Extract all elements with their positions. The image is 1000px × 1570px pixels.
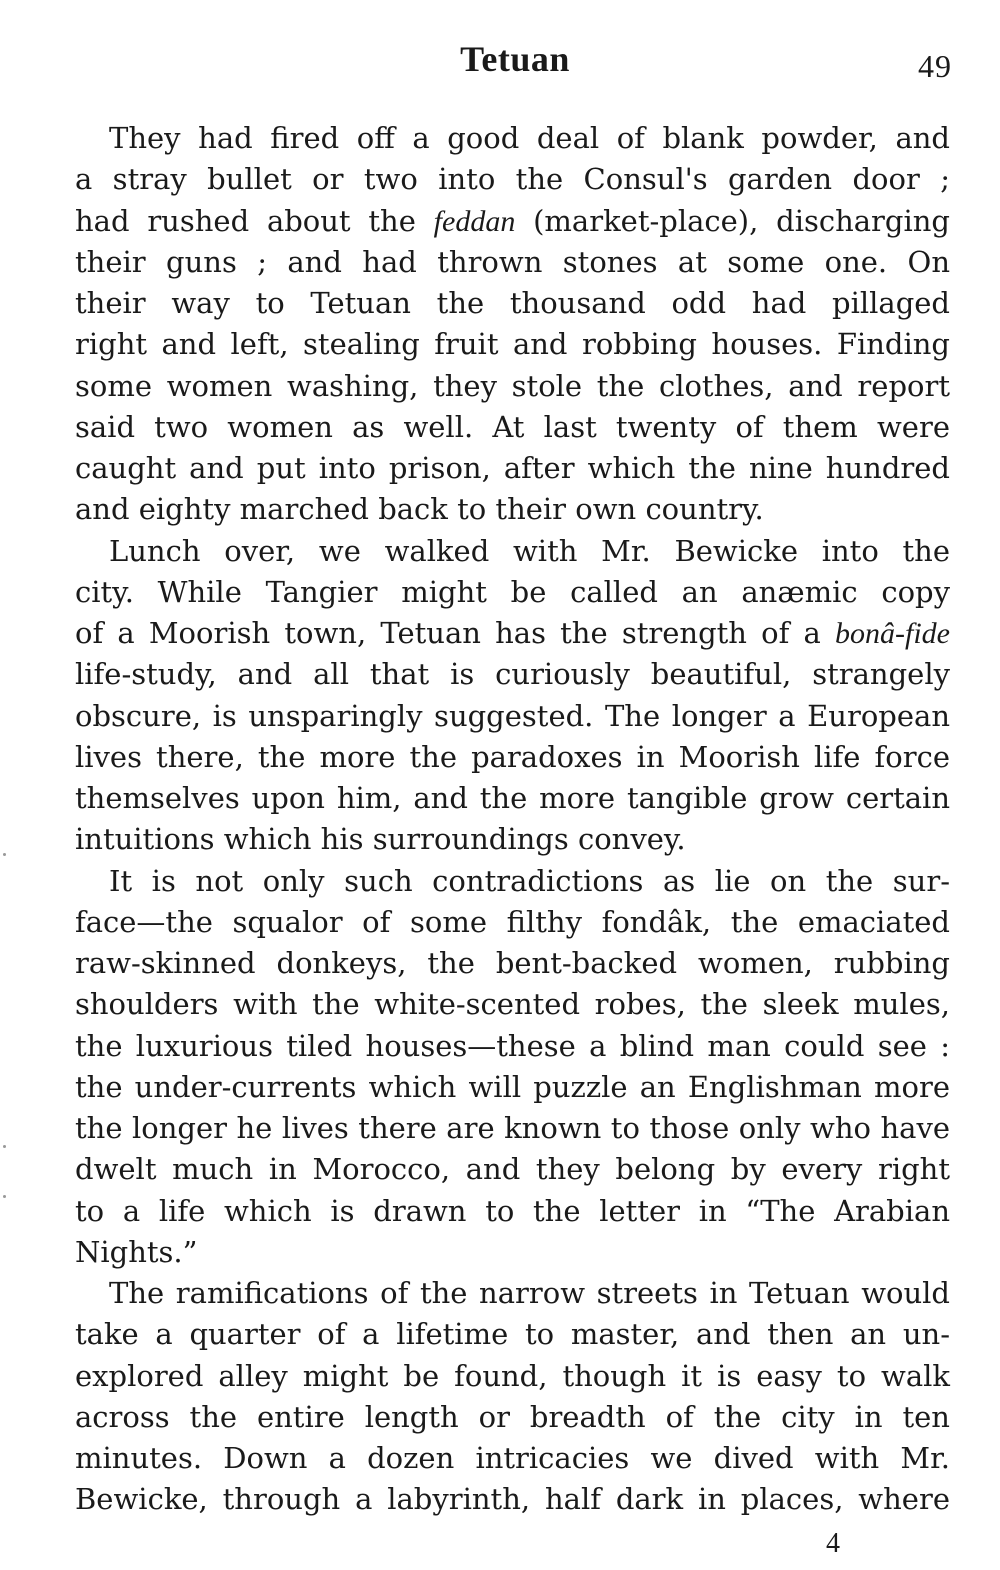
text-line-content: explored alley might be found, though it is easy to walk (75, 1358, 950, 1393)
text-line (75, 1108, 950, 1149)
text-line (75, 778, 950, 819)
text-line-content: minutes. Down a dozen intricacies we dived with Mr. (75, 1441, 950, 1475)
page-number: 49 (918, 48, 952, 84)
text-line-content: lives there, the more the paradoxes in Moorish life force (75, 739, 950, 774)
text-line (75, 531, 950, 572)
text-line (75, 1314, 950, 1355)
running-head (0, 38, 1000, 88)
text-line (75, 159, 950, 200)
margin-speck (3, 853, 6, 856)
text-line (75, 1149, 950, 1190)
text-line (75, 1356, 950, 1397)
text-line-content: some women washing, they stole the clothes, and report (75, 368, 950, 403)
text-line (75, 819, 950, 860)
text-line-content: and eighty marched back to their own country. (75, 492, 764, 527)
text-line-content: city. While Tangier might be called an anæmic copy (75, 574, 950, 609)
text-line-content: (market-place), discharging (515, 203, 951, 238)
margin-speck (3, 1195, 6, 1198)
text-line (75, 1191, 950, 1232)
text-line (75, 201, 950, 242)
text-line (75, 613, 950, 654)
text-line-content: obscure, is unsparingly suggested. The longer a European (75, 698, 950, 733)
text-line (75, 1438, 950, 1479)
text-line-content: face—the squalor of some filthy fondâk, the emaciated (75, 904, 950, 939)
text-line-content: Bewicke, through a labyrinth, half dark in places, where (75, 1482, 950, 1517)
text-line (75, 366, 950, 407)
text-line (75, 283, 950, 324)
text-line-content: shoulders with the white-scented robes, the sleek mules, (75, 987, 950, 1022)
text-line-content: It is not only such contradictions as lie on the sur- (109, 863, 950, 898)
text-line-content: their guns ; and had thrown stones at some one. On (75, 244, 950, 279)
text-line (75, 1026, 950, 1067)
text-line-content: of a Moorish town, Tetuan has the strength of a (75, 616, 836, 650)
text-line-content: themselves upon him, and the more tangible grow certain (75, 781, 950, 815)
text-line (75, 489, 950, 530)
text-line-content: the under-currents which will puzzle an Englishman more (75, 1069, 950, 1104)
text-line-content: had rushed about the (75, 203, 434, 238)
text-line (75, 1479, 950, 1520)
italic-term: feddan (433, 204, 516, 238)
text-line-content: right and left, stealing fruit and robbing houses. Finding (75, 327, 950, 362)
text-line-content: across the entire length or breadth of the city in ten (75, 1399, 950, 1434)
text-line (75, 902, 950, 943)
text-line-content: a stray bullet or two into the Consul's garden door ; (75, 162, 950, 197)
text-line (75, 407, 950, 448)
text-line (75, 1273, 950, 1314)
text-line-content: raw-skinned donkeys, the bent-backed women, rubbing (75, 946, 950, 980)
text-line (75, 448, 950, 489)
text-line (75, 118, 950, 159)
text-line (75, 1397, 950, 1438)
text-line (75, 861, 950, 902)
text-line (75, 324, 950, 365)
text-line (75, 1067, 950, 1108)
text-line-content: to a life which is drawn to the letter in “The Arabian (75, 1193, 950, 1228)
text-line-content: They had fired off a good deal of blank powder, and (109, 121, 950, 155)
text-line-content: the longer he lives there are known to those only who have (75, 1111, 950, 1145)
text-line (75, 242, 950, 283)
text-line-content: their way to Tetuan the thousand odd had pillaged (75, 286, 950, 320)
text-line-content: the luxurious tiled houses—these a blind man could see : (75, 1028, 950, 1063)
margin-speck (3, 1145, 6, 1148)
text-line (75, 654, 950, 695)
text-line-content: Lunch over, we walked with Mr. Bewicke into the (109, 533, 950, 568)
text-line (75, 1232, 950, 1273)
text-line (75, 984, 950, 1025)
text-line (75, 696, 950, 737)
signature-mark: 4 (826, 1528, 840, 1559)
text-line-content: take a quarter of a lifetime to master, and then an un- (75, 1317, 950, 1352)
text-line-content: said two women as well. At last twenty of them were (75, 409, 950, 444)
text-line-content: Nights.” (75, 1234, 198, 1269)
text-line-content: dwelt much in Morocco, and they belong by every right (75, 1152, 950, 1187)
text-line-content: The ramifications of the narrow streets in Tetuan would (109, 1276, 950, 1310)
text-line (75, 943, 950, 984)
italic-term: bonâ-fide (835, 617, 950, 650)
body-text (75, 118, 950, 1521)
text-line-content: intuitions which his surroundings convey. (75, 822, 686, 857)
running-title: Tetuan (460, 39, 570, 79)
text-line-content: caught and put into prison, after which the nine hundred (75, 451, 950, 485)
text-line (75, 572, 950, 613)
text-line (75, 737, 950, 778)
text-line-content: life-study, and all that is curiously beautiful, strangely (75, 657, 950, 692)
